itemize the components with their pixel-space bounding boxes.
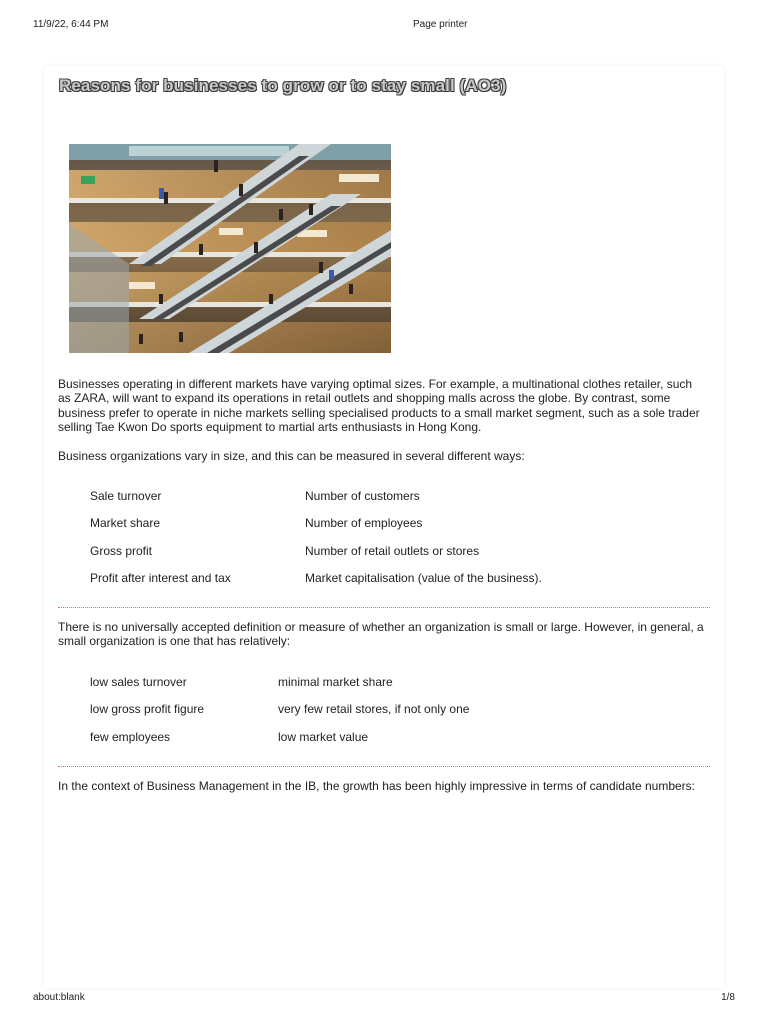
print-page-title: Page printer [413,19,468,30]
print-url: about:blank [33,992,85,1003]
trait-label: low gross profit figure [90,702,205,717]
trait-label: low sales turnover [90,675,187,689]
intro-paragraph: Businesses operating in different markets have varying optimal sizes. For example, a multinational clothes retailer, such as ZARA, will want to expand its operations in retail outlets and shopping malls across the globe. By contrast, some business prefer to operate in niche markets selling specialised products to a small market segment, such as a sole trader selling Tae Kwon Do sports equipment to martial arts enthusiasts in Hong Kong. [58,377,700,435]
print-page-number: 1/8 [721,992,735,1003]
measure-label: Market capitalisation (value of the business). [305,571,542,586]
print-datetime: 11/9/22, 6:44 PM [33,19,109,30]
ib-growth-paragraph: In the context of Business Management in the IB, the growth has been highly impressive in terms of candidate numbers: [58,779,696,793]
shopping-mall-image [69,144,391,353]
trait-label: few employees [90,729,171,744]
article-card [44,66,724,988]
measure-label: Number of employees [305,516,423,531]
measure-label: Sale turnover [90,489,162,503]
measure-label: Number of customers [305,489,420,503]
small-organization-paragraph: There is no universally accepted definition or measure of whether an organization is small or large. However, in general, a small organization is one that has relatively: [58,620,704,649]
article-title: Reasons for businesses to grow or to stay small (AO3) [59,76,507,95]
trait-label: low market value [278,729,369,744]
trait-label: minimal market share [278,675,393,689]
trait-label: very few retail stores, if not only one [278,702,470,717]
measure-label: Gross profit [90,543,153,558]
measure-label: Number of retail outlets or stores [305,543,480,558]
print-footer [33,992,735,1006]
size-measures-intro: Business organizations vary in size, and this can be measured in several different ways: [58,449,525,463]
print-header [33,19,735,33]
measure-label: Profit after interest and tax [90,571,231,586]
section-divider [58,766,710,767]
measure-label: Market share [90,516,161,531]
section-divider [58,607,710,608]
